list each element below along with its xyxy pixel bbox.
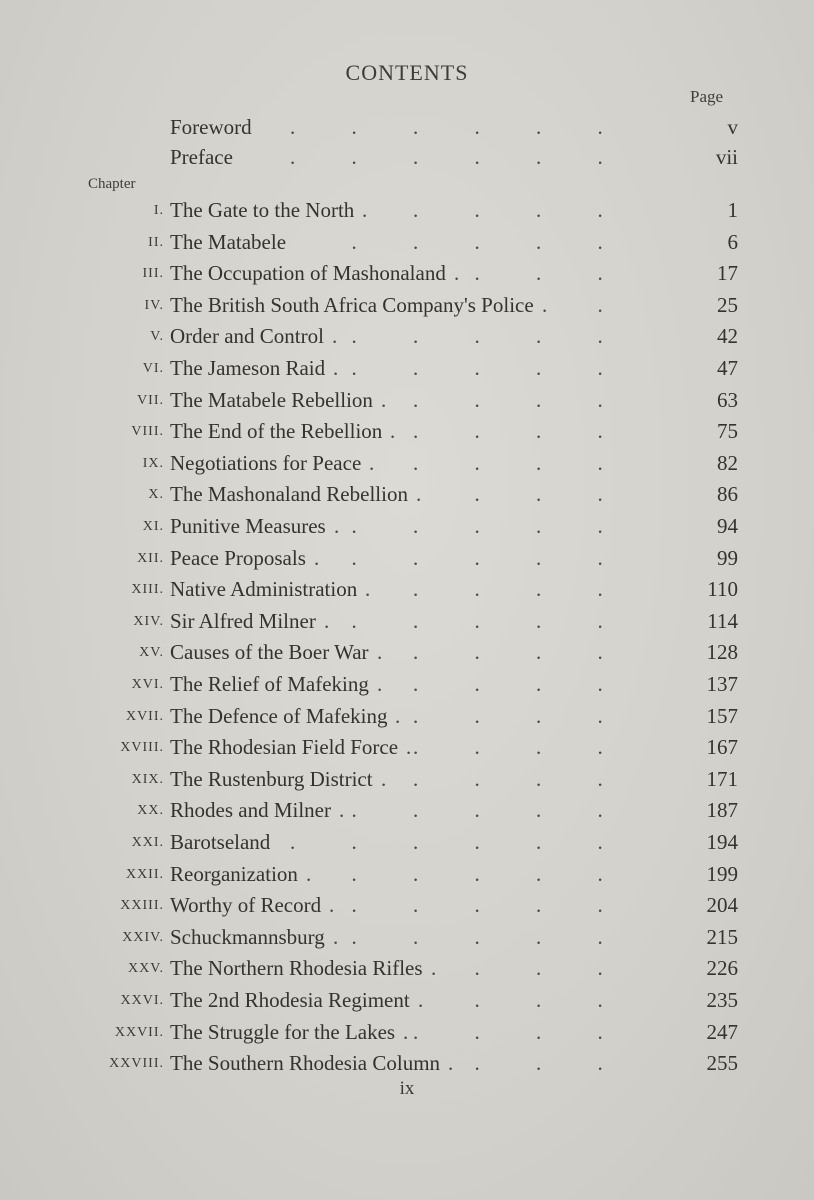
leader-dot: . <box>536 261 542 286</box>
page-number: 204 <box>706 893 738 918</box>
leader-dot: . <box>597 387 603 412</box>
chapter-number: XXI. <box>131 835 164 850</box>
leader-dot: . <box>536 482 542 507</box>
chapter-number: XIII. <box>131 582 164 598</box>
leader-dot: . <box>597 450 603 475</box>
leader-dot: . <box>413 356 419 380</box>
page-title: CONTENTS <box>345 60 469 85</box>
leader-dot: . <box>597 830 603 854</box>
leader-dot: . <box>351 861 357 886</box>
toc-chapter-row <box>0 701 814 731</box>
chapter-number: XVII. <box>125 708 164 724</box>
toc-chapter-row <box>0 195 814 225</box>
chapter-number: III. <box>142 266 164 282</box>
chapter-number: XXVI. <box>120 993 164 1008</box>
chapter-number: VI. <box>142 361 164 376</box>
chapter-number: XIV. <box>133 613 164 629</box>
toc-chapter-row <box>0 416 814 446</box>
toc-front-matter-row <box>0 112 814 142</box>
toc-chapter-row <box>0 985 814 1015</box>
chapter-title: The Gate to the North <box>170 198 355 222</box>
leader-dot: . <box>536 988 542 1012</box>
chapter-number: XIX. <box>131 771 164 787</box>
page-number: 235 <box>706 988 738 1012</box>
chapter-number: XXIV. <box>122 929 164 945</box>
leader-dot: . <box>351 608 357 633</box>
leader-dot: . <box>536 766 542 791</box>
chapter-title: Peace Proposals <box>170 545 306 570</box>
leader-dot: . <box>474 545 480 570</box>
leader-dot: . <box>351 830 357 854</box>
page-number: 63 <box>717 387 738 412</box>
chapter-number: XXIII. <box>120 898 164 914</box>
leader-dot: . <box>413 387 419 412</box>
chapter-number: XXV. <box>127 961 164 977</box>
leader-dot: . <box>377 672 383 696</box>
toc-chapter-row <box>0 479 814 509</box>
leader-dot: . <box>474 482 480 507</box>
leader-dot: . <box>413 893 419 918</box>
chapter-column-label: Chapter <box>88 176 136 192</box>
chapter-title: The 2nd Rhodesia Regiment <box>170 988 410 1012</box>
leader-dot: . <box>339 798 345 823</box>
leader-dot: . <box>403 1019 409 1044</box>
leader-dot: . <box>536 356 542 380</box>
chapter-title: Reorganization <box>170 861 298 886</box>
chapter-title: The British South Africa Company's Police <box>170 292 534 317</box>
page-number: 99 <box>717 545 738 570</box>
leader-dot: . <box>536 608 542 633</box>
toc-chapter-row <box>0 1048 814 1078</box>
leader-dot: . <box>413 672 419 696</box>
leader-dot: . <box>536 861 542 886</box>
leader-dot: . <box>351 798 357 823</box>
chapter-title: Negotiations for Peace <box>170 450 362 475</box>
toc-chapter-row <box>0 353 814 383</box>
toc-chapter-row <box>0 258 814 288</box>
leader-dot: . <box>597 735 603 760</box>
leader-dot: . <box>329 893 335 918</box>
page-number: v <box>727 115 738 139</box>
leader-dot: . <box>536 1051 542 1076</box>
leader-dot: . <box>474 1019 480 1044</box>
leader-dot: . <box>542 292 548 317</box>
page-number: 75 <box>717 419 738 444</box>
leader-dot: . <box>413 640 419 665</box>
leader-dot: . <box>362 198 368 222</box>
toc-chapter-row <box>0 1017 814 1047</box>
chapter-number: XVIII. <box>120 740 164 756</box>
leader-dot: . <box>536 924 542 949</box>
leader-dot: . <box>536 735 542 760</box>
toc-chapter-row <box>0 732 814 762</box>
page-number: 199 <box>706 861 738 886</box>
chapter-title: Sir Alfred Milner <box>170 608 316 633</box>
page-number: 1 <box>727 198 738 222</box>
leader-dot: . <box>597 672 603 696</box>
leader-dot: . <box>413 608 419 633</box>
leader-dot: . <box>597 229 603 254</box>
leader-dot: . <box>306 861 312 886</box>
leader-dot: . <box>474 145 480 169</box>
toc-chapter-row <box>0 827 814 857</box>
leader-dot: . <box>418 988 424 1012</box>
leader-dot: . <box>597 893 603 918</box>
leader-dot: . <box>413 324 419 349</box>
leader-dot: . <box>413 735 419 760</box>
leader-dot: . <box>474 608 480 633</box>
leader-dot: . <box>474 324 480 349</box>
leader-dot: . <box>474 577 480 602</box>
chapter-title: The Rhodesian Field Force <box>170 735 399 760</box>
chapter-title: Punitive Measures <box>170 514 326 538</box>
leader-dot: . <box>597 577 603 602</box>
leader-dot: . <box>536 387 542 412</box>
leader-dot: . <box>390 419 396 444</box>
page-number: 94 <box>717 514 738 538</box>
leader-dot: . <box>395 703 401 728</box>
leader-dot: . <box>381 766 387 791</box>
leader-dot: . <box>290 115 296 139</box>
leader-dot: . <box>413 229 419 254</box>
leader-dot: . <box>290 145 296 169</box>
leader-dot: . <box>597 356 603 380</box>
leader-dot: . <box>597 145 603 169</box>
leader-dot: . <box>413 924 419 949</box>
chapter-title: The Defence of Mafeking <box>170 703 388 728</box>
toc-chapter-row <box>0 637 814 667</box>
page-number: 47 <box>717 356 738 380</box>
leader-dot: . <box>406 735 412 760</box>
leader-dot: . <box>536 577 542 602</box>
page-number: 255 <box>706 1051 738 1076</box>
leader-dot: . <box>474 672 480 696</box>
page-number: 171 <box>706 766 738 791</box>
leader-dot: . <box>351 893 357 918</box>
leader-dot: . <box>474 640 480 665</box>
toc-chapter-row <box>0 448 814 478</box>
leader-dot: . <box>413 115 419 139</box>
leader-dot: . <box>536 198 542 222</box>
chapter-number: XX. <box>137 803 164 819</box>
leader-dot: . <box>351 115 357 139</box>
chapter-title: Schuckmannsburg <box>170 924 325 949</box>
toc-chapter-row <box>0 922 814 952</box>
leader-dot: . <box>413 545 419 570</box>
leader-dot: . <box>334 514 340 538</box>
toc-chapter-row <box>0 764 814 794</box>
leader-dot: . <box>474 988 480 1012</box>
toc-chapter-row <box>0 227 814 257</box>
page-number: 86 <box>717 482 738 507</box>
chapter-number: VIII. <box>131 424 164 440</box>
leader-dot: . <box>597 798 603 823</box>
leader-dot: . <box>597 766 603 791</box>
toc-chapter-row <box>0 669 814 699</box>
toc-chapter-row <box>0 606 814 636</box>
leader-dot: . <box>536 324 542 349</box>
chapter-title: The End of the Rebellion <box>170 419 383 444</box>
leader-dot: . <box>474 356 480 380</box>
chapter-title: Causes of the Boer War <box>170 640 369 665</box>
leader-dot: . <box>474 387 480 412</box>
leader-dot: . <box>413 830 419 854</box>
leader-dot: . <box>351 924 357 949</box>
leader-dot: . <box>474 261 480 286</box>
leader-dot: . <box>448 1051 454 1076</box>
leader-dot: . <box>536 830 542 854</box>
page-number: 82 <box>717 450 738 475</box>
leader-dot: . <box>474 419 480 444</box>
page-number: 187 <box>706 798 738 823</box>
leader-dot: . <box>597 482 603 507</box>
leader-dot: . <box>365 577 371 602</box>
page-number: 114 <box>707 608 738 633</box>
front-matter-title: Preface <box>170 145 233 169</box>
leader-dot: . <box>413 145 419 169</box>
page-number: 247 <box>706 1019 738 1044</box>
leader-dot: . <box>597 514 603 538</box>
chapter-title: The Northern Rhodesia Rifles <box>170 956 423 981</box>
chapter-title: Barotseland <box>170 830 271 854</box>
leader-dot: . <box>454 261 460 286</box>
chapter-number: XV. <box>139 645 164 661</box>
leader-dot: . <box>324 608 330 633</box>
chapter-number: XXII. <box>125 866 164 882</box>
leader-dot: . <box>597 988 603 1012</box>
leader-dot: . <box>597 861 603 886</box>
leader-dot: . <box>413 861 419 886</box>
leader-dot: . <box>474 766 480 791</box>
leader-dot: . <box>536 419 542 444</box>
toc-chapter-row <box>0 321 814 351</box>
chapter-title: Worthy of Record <box>170 893 322 918</box>
leader-dot: . <box>413 514 419 538</box>
toc-chapter-row <box>0 543 814 573</box>
leader-dot: . <box>597 545 603 570</box>
chapter-number: XII. <box>137 550 164 566</box>
chapter-title: The Relief of Mafeking <box>170 672 369 696</box>
leader-dot: . <box>536 514 542 538</box>
toc-chapter-row <box>0 859 814 889</box>
toc-chapter-row <box>0 511 814 541</box>
page-column-label: Page <box>690 87 724 106</box>
toc-chapter-row <box>0 385 814 415</box>
leader-dot: . <box>413 419 419 444</box>
toc-chapter-row <box>0 890 814 920</box>
chapter-title: The Matabele <box>170 229 287 254</box>
chapter-number: XVI. <box>131 677 164 692</box>
chapter-title: Rhodes and Milner <box>170 798 331 823</box>
leader-dot: . <box>413 450 419 475</box>
leader-dot: . <box>597 703 603 728</box>
leader-dot: . <box>474 924 480 949</box>
chapter-number: V. <box>150 329 164 345</box>
chapter-number: I. <box>153 203 164 218</box>
toc-chapter-row <box>0 795 814 825</box>
leader-dot: . <box>413 766 419 791</box>
leader-dot: . <box>597 419 603 444</box>
chapter-number: X. <box>148 487 164 503</box>
page-number: 167 <box>706 735 738 760</box>
leader-dot: . <box>413 1019 419 1044</box>
leader-dot: . <box>474 861 480 886</box>
chapter-number: XXVIII. <box>109 1056 164 1072</box>
chapter-title: The Southern Rhodesia Column <box>170 1051 441 1076</box>
chapter-title: The Matabele Rebellion <box>170 387 373 412</box>
leader-dot: . <box>597 924 603 949</box>
chapter-number: VII. <box>137 392 164 408</box>
leader-dot: . <box>413 798 419 823</box>
leader-dot: . <box>597 115 603 139</box>
leader-dot: . <box>332 324 338 349</box>
leader-dot: . <box>597 198 603 222</box>
leader-dot: . <box>474 893 480 918</box>
leader-dot: . <box>536 145 542 169</box>
page-number: 110 <box>707 577 738 602</box>
leader-dot: . <box>290 830 296 854</box>
leader-dot: . <box>474 735 480 760</box>
leader-dot: . <box>351 545 357 570</box>
leader-dot: . <box>474 514 480 538</box>
leader-dot: . <box>536 229 542 254</box>
leader-dot: . <box>474 1051 480 1076</box>
leader-dot: . <box>597 640 603 665</box>
page-number: 157 <box>706 703 738 728</box>
chapter-number: II. <box>148 234 164 250</box>
toc-chapter-row <box>0 953 814 983</box>
leader-dot: . <box>597 324 603 349</box>
leader-dot: . <box>474 956 480 981</box>
leader-dot: . <box>351 514 357 538</box>
leader-dot: . <box>333 356 339 380</box>
leader-dot: . <box>416 482 422 507</box>
leader-dot: . <box>474 703 480 728</box>
leader-dot: . <box>597 261 603 286</box>
chapter-title: The Jameson Raid <box>170 356 326 380</box>
leader-dot: . <box>314 545 320 570</box>
leader-dot: . <box>597 956 603 981</box>
leader-dot: . <box>474 229 480 254</box>
page-number: 17 <box>717 261 738 286</box>
leader-dot: . <box>536 672 542 696</box>
chapter-title: The Mashonaland Rebellion <box>170 482 408 507</box>
page-number: 215 <box>706 924 738 949</box>
leader-dot: . <box>413 577 419 602</box>
page-number: 25 <box>717 292 738 317</box>
page-number: 6 <box>727 229 738 254</box>
leader-dot: . <box>597 1019 603 1044</box>
leader-dot: . <box>413 198 419 222</box>
page-number: 194 <box>706 830 738 854</box>
front-matter-title: Foreword <box>170 115 252 139</box>
toc-chapter-row <box>0 290 814 320</box>
leader-dot: . <box>351 229 357 254</box>
leader-dot: . <box>536 1019 542 1044</box>
leader-dot: . <box>536 450 542 475</box>
chapter-number: XXVII. <box>114 1024 164 1040</box>
leader-dot: . <box>413 703 419 728</box>
chapter-title: The Occupation of Mashonaland <box>170 261 446 286</box>
leader-dot: . <box>536 956 542 981</box>
leader-dot: . <box>597 608 603 633</box>
leader-dot: . <box>536 545 542 570</box>
page-number: vii <box>715 145 738 169</box>
chapter-number: IX. <box>142 455 164 471</box>
leader-dot: . <box>597 1051 603 1076</box>
page-number: 226 <box>706 956 738 981</box>
leader-dot: . <box>536 703 542 728</box>
leader-dot: . <box>474 115 480 139</box>
leader-dot: . <box>536 640 542 665</box>
leader-dot: . <box>381 387 387 412</box>
chapter-title: Native Administration <box>170 577 358 602</box>
chapter-number: XI. <box>142 519 164 534</box>
leader-dot: . <box>474 450 480 475</box>
chapter-number: IV. <box>144 297 164 313</box>
toc-front-matter-row <box>0 142 814 172</box>
toc-chapter-row <box>0 574 814 604</box>
leader-dot: . <box>351 145 357 169</box>
leader-dot: . <box>597 292 603 317</box>
leader-dot: . <box>377 640 383 665</box>
leader-dot: . <box>536 798 542 823</box>
leader-dot: . <box>536 115 542 139</box>
chapter-title: The Struggle for the Lakes <box>170 1019 396 1044</box>
page-number: 128 <box>706 640 738 665</box>
page-folio: ix <box>399 1078 415 1099</box>
leader-dot: . <box>369 450 375 475</box>
page-number: 137 <box>706 672 738 696</box>
leader-dot: . <box>351 356 357 380</box>
page-number: 42 <box>717 324 738 349</box>
leader-dot: . <box>431 956 437 981</box>
leader-dot: . <box>474 830 480 854</box>
leader-dot: . <box>536 893 542 918</box>
leader-dot: . <box>333 924 339 949</box>
leader-dot: . <box>351 324 357 349</box>
chapter-title: Order and Control <box>170 324 324 349</box>
chapter-title: The Rustenburg District <box>170 766 373 791</box>
leader-dot: . <box>474 798 480 823</box>
leader-dot: . <box>474 198 480 222</box>
